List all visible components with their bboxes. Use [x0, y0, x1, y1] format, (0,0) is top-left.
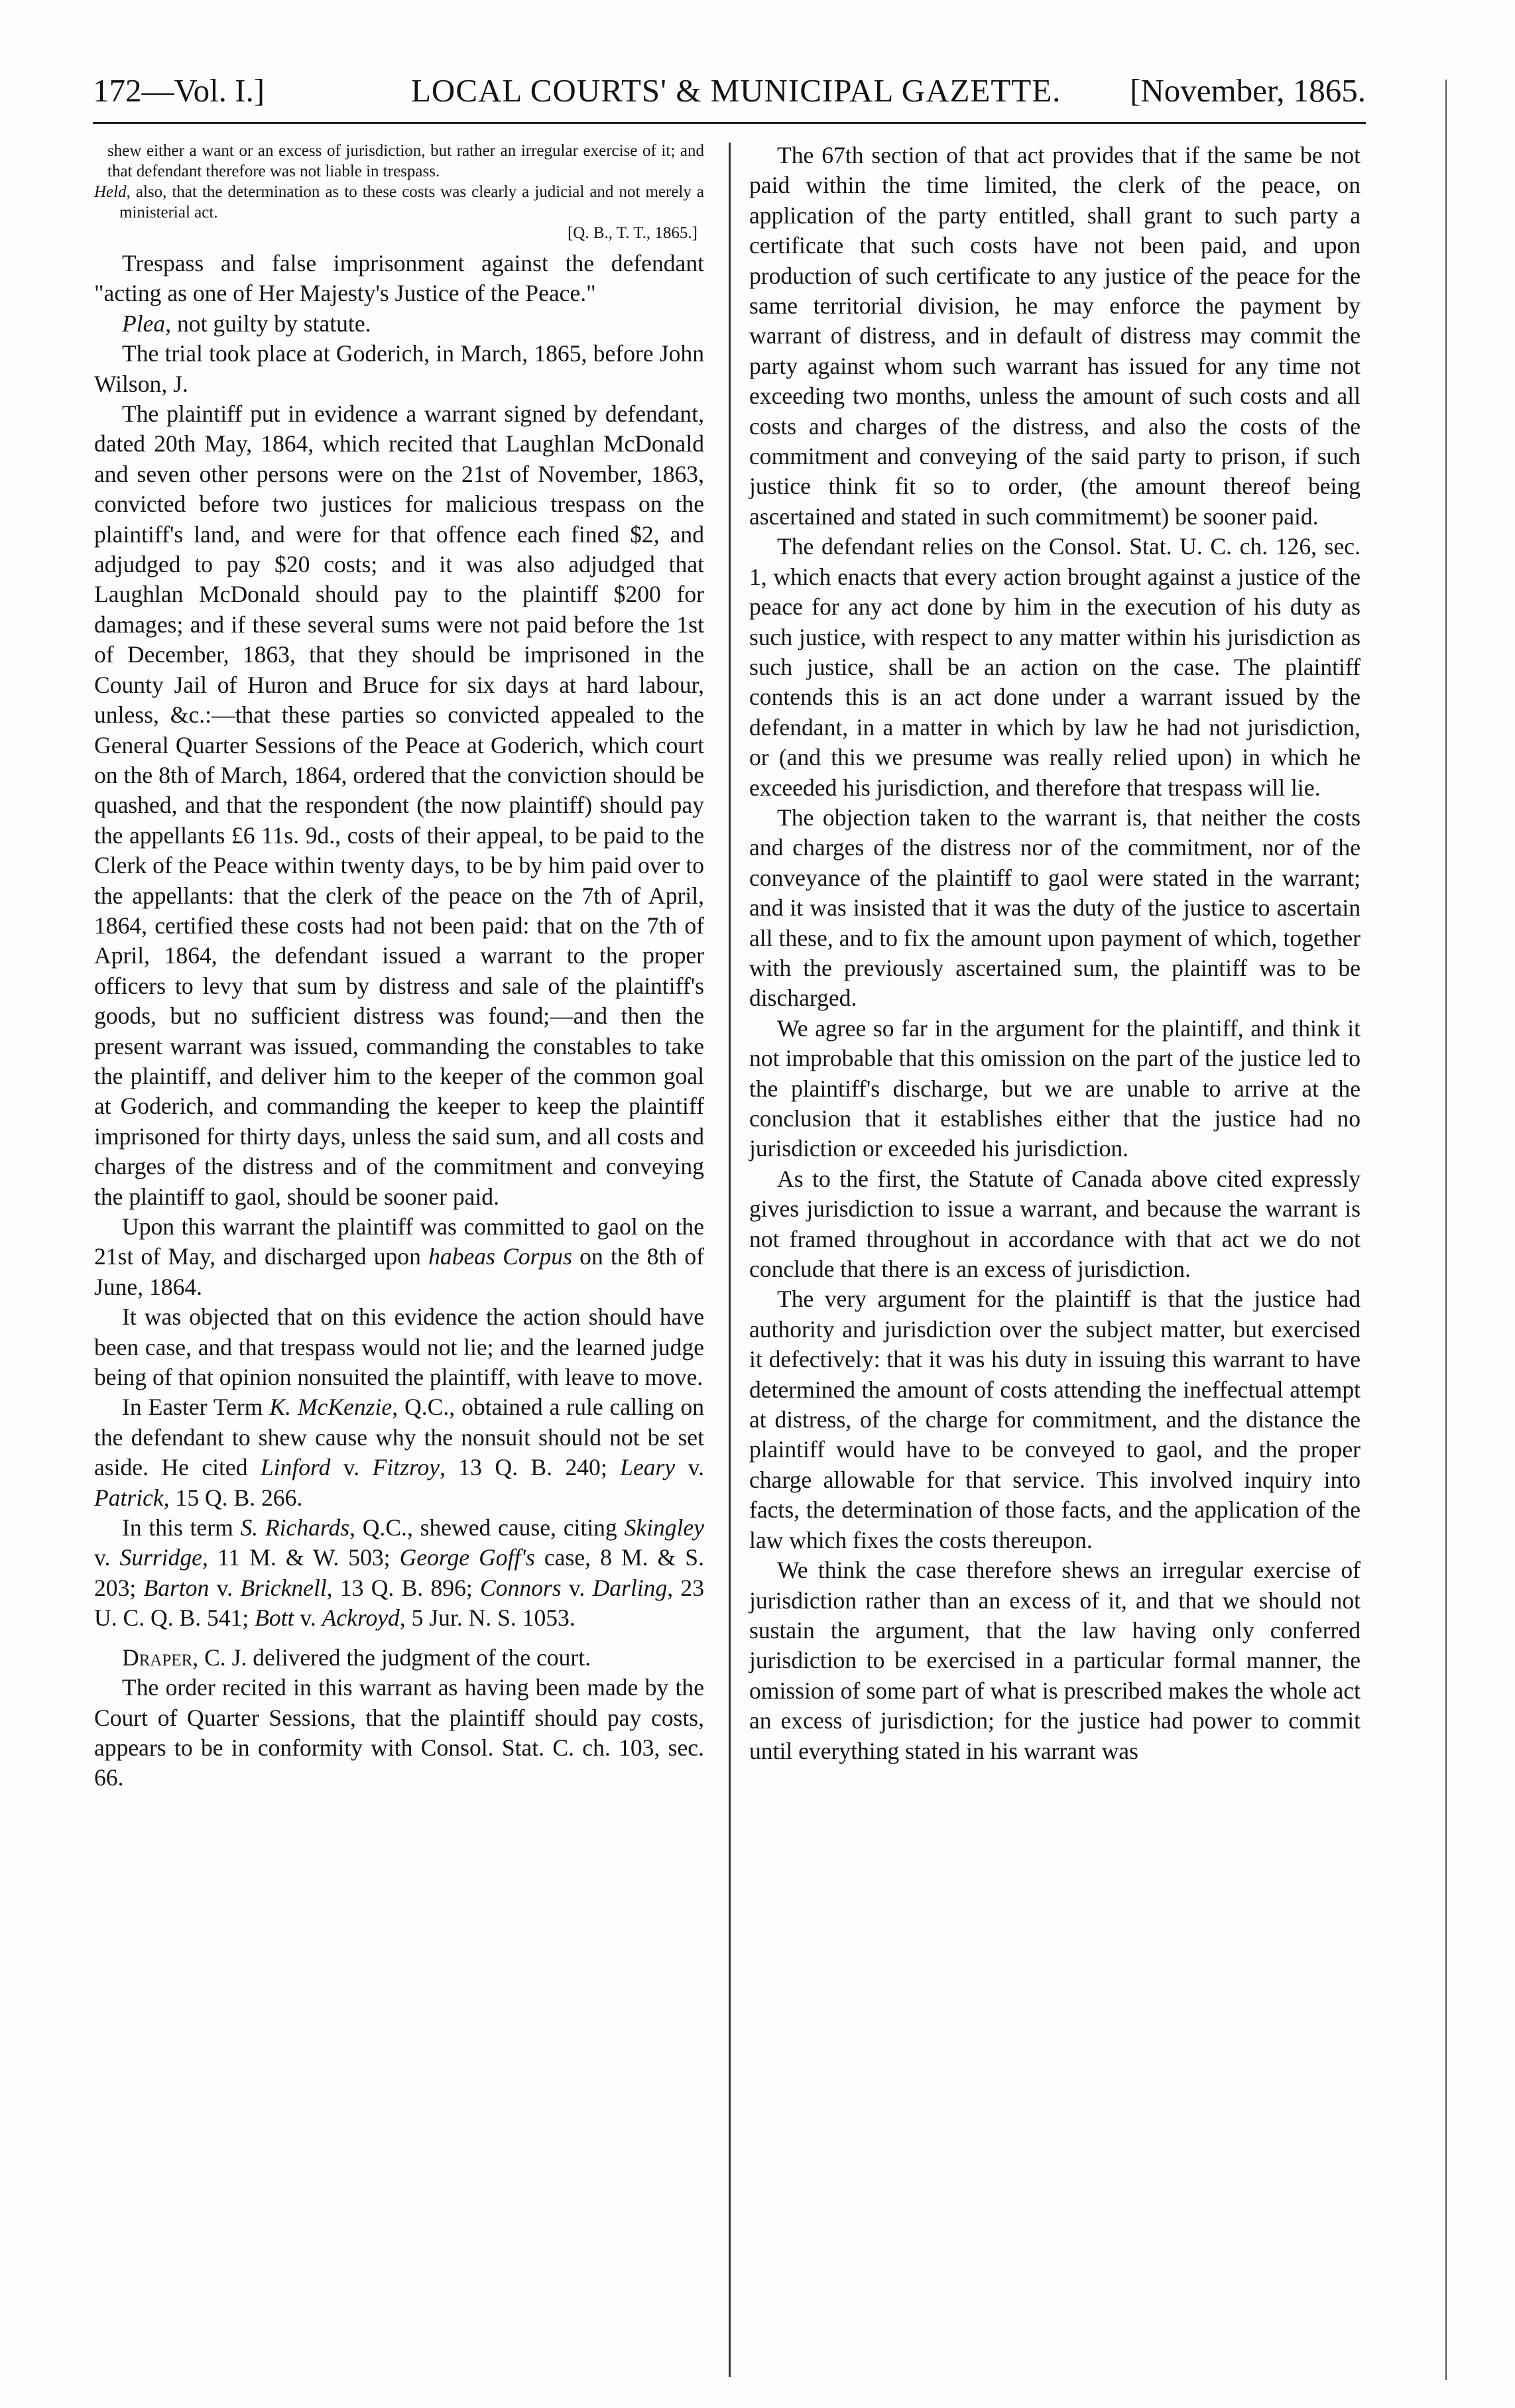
body-paragraph: We agree so far in the argument for the plaintiff, and think it not improbable that this omission on the part of the justice led to the plaintiff's discharge, but we are unable to arrive at the conclusion that it establishes either that the justice had no jurisdiction or exceeded his jurisdiction.	[749, 1014, 1361, 1162]
case-name: Darling	[592, 1574, 668, 1601]
case-name: Bott	[255, 1604, 294, 1632]
column-divider	[729, 143, 731, 2377]
plea-word: Plea	[122, 310, 166, 337]
spacer	[94, 1634, 704, 1643]
text-run: v.	[675, 1454, 704, 1481]
italic-term: habeas Corpus	[428, 1243, 572, 1270]
text-run: , 23 U. C. Q. B. 541;	[94, 1574, 704, 1632]
text-run: , C. J. delivered the judgment of the court.	[192, 1644, 591, 1671]
page-edge-line	[1445, 80, 1447, 2380]
text-run: , Q.C., obtained a rule calling on the defendant to shew cause why the nonsuit should not be set aside. He cited	[94, 1394, 704, 1481]
case-name: Surridge	[119, 1544, 202, 1571]
body-paragraph: The trial took place at Goderich, in March, 1865, before John Wilson, J.	[94, 340, 704, 397]
body-paragraph	[94, 1392, 704, 1513]
headnote-paragraph: shew either a want or an excess of jurisdiction, but rather an irregular exercise of it; and that defendant therefore was not liable in trespass.	[107, 142, 704, 180]
counsel-name: S. Richards	[240, 1514, 350, 1541]
left-column	[94, 141, 704, 1793]
case-name: Ackroyd	[322, 1604, 400, 1632]
text-run: , 5 Jur. N. S. 1053.	[399, 1604, 576, 1632]
body-paragraph	[94, 1513, 704, 1634]
body-paragraph: The plaintiff put in evidence a warrant signed by defendant, dated 20th May, 1864, which recited that Laughlan McDonald and seven other persons were on the 21st of November, 1863, convicted before two justices for malicious trespass on the plaintiff's land, and were for that offence each fined $2, and adjudged to pay $20 costs; and it was also adjudged that Laughlan McDonald should pay to the plaintiff $200 for damages; and if these several sums were not paid before the 1st of December, 1863, that they should be imprisoned in the County Jail of Huron and Bruce for six days at hard labour, unless, &c.:—that these parties so convicted appealed to the General Quarter Sessions of the Peace at Goderich, which court on the 8th of March, 1864, ordered that the conviction should be quashed, and that the respondent (the now plaintiff) should pay the appellants £6 11s. 9d., costs of their appeal, to be paid to the Clerk of the Peace within twenty days, to be by him paid over to the appellants: that the clerk of the peace on the 7th of April, 1864, certified these costs had not been paid: that on the 7th of April, 1864, the defendant issued a warrant to the proper officers to levy that sum by distress and sale of the plaintiff's goods, but no sufficient distress was found;—and then the present warrant was issued, commanding the constables to take the plaintiff, and deliver him to the keeper of the common goal at Goderich, and commanding the keeper to keep the plaintiff imprisoned for thirty days, unless the said sum, and all costs and charges of the distress and of the commitment and conveying the plaintiff to gaol, should be sooner paid.	[94, 400, 704, 1210]
text-run: In Easter Term	[122, 1394, 270, 1421]
header-rule	[93, 122, 1366, 124]
text-run: , 13 Q. B. 240;	[440, 1454, 621, 1481]
issue-date: [November, 1865.	[1130, 72, 1366, 109]
text-run: v.	[330, 1454, 373, 1481]
held-word: Held	[94, 183, 127, 201]
text-run: case, 8 M. & S. 203;	[94, 1544, 704, 1601]
case-name: Patrick	[94, 1484, 164, 1511]
held-text: , also, that the determination as to these costs was clearly a judicial and not merely a ministerial act.	[119, 183, 704, 221]
text-run: v.	[561, 1574, 593, 1601]
text-run: , Q.C., shewed cause, citing	[349, 1514, 625, 1541]
case-name: George Goff's	[399, 1544, 535, 1571]
page-volume-label: 172—Vol. I.]	[93, 72, 265, 109]
text-run: , 13 Q. B. 896;	[326, 1574, 481, 1601]
body-paragraph: The objection taken to the warrant is, that neither the costs and charges of the distress nor of the commitment, nor of the conveyance of the plaintiff to gaol were stated in the warrant; and it was insisted that it was the duty of the justice to ascertain all these, and to fix the amount upon payment of which, together with the previously ascertained sum, the plaintiff was to be discharged.	[749, 804, 1361, 1012]
text-run: Upon this warrant the plaintiff was committed to gaol on the 21st of May, and discharged upon	[94, 1213, 704, 1270]
case-name: Barton	[143, 1574, 210, 1601]
publication-title: LOCAL COURTS' & MUNICIPAL GAZETTE.	[411, 72, 1061, 109]
running-header	[93, 61, 1366, 121]
case-name: Fitzroy	[372, 1454, 440, 1481]
text-run: on the 8th of June, 1864.	[94, 1243, 704, 1300]
case-name: Linford	[260, 1454, 331, 1481]
case-name: Leary	[620, 1454, 676, 1481]
judge-name: Draper	[122, 1644, 193, 1671]
body-paragraph: The very argument for the plaintiff is that the justice had authority and jurisdiction over the subject matter, but exercised it defectively: that it was his duty in issuing this warrant to have determined the amount of costs attending the ineffectual attempt at distress, of the charge for commitment, and the distance the plaintiff would have to be conveyed to gaol, and the proper charge allowable for that service. This involved inquiry into facts, the determination of those facts, and the application of the law which fixes the costs thereupon.	[749, 1286, 1361, 1553]
body-paragraph: The defendant relies on the Consol. Stat. U. C. ch. 126, sec. 1, which enacts that every action brought against a justice of the peace for any act done by him in the execution of his duty as such justice, with respect to any matter within his jurisdiction as such justice, shall be an action on the case. The plaintiff contends this is an act done under a warrant issued by the defendant, in a matter in which by law he had not jurisdiction, or (and this we presume was really relied upon) in which he exceeded his jurisdiction, and therefore that trespass will lie.	[749, 533, 1361, 801]
text-run: , 11 M. & W. 503;	[202, 1544, 400, 1571]
text-run: v.	[294, 1604, 322, 1632]
body-paragraph: As to the first, the Statute of Canada above cited expressly gives jurisdiction to issue a warrant, and because the warrant is not framed throughout in accordance with that act we do not conclude that there is an excess of jurisdiction.	[749, 1165, 1361, 1283]
body-paragraph: We think the case therefore shews an irregular exercise of jurisdiction rather than an excess of it, and that we should not sustain the argument, that the law having only conferred jurisdiction to be exercised in a particular formal manner, the omission of some part of what is prescribed makes the whole act an excess of jurisdiction; for the justice had power to commit until everything stated in his warrant was	[749, 1557, 1361, 1764]
text-run: In this term	[122, 1514, 241, 1541]
text-run: , 15 Q. B. 266.	[163, 1484, 303, 1511]
body-paragraph: It was objected that on this evidence the action should have been case, and that trespass would not lie; and the learned judge being of that opinion nonsuited the plaintiff, with leave to move.	[94, 1303, 704, 1391]
text-run: v.	[209, 1574, 241, 1601]
body-paragraph	[94, 1212, 704, 1302]
judgment-intro	[94, 1643, 704, 1673]
text-run: v.	[94, 1544, 120, 1571]
counsel-name: K. McKenzie	[269, 1394, 393, 1421]
right-column	[749, 141, 1361, 1766]
case-name: Connors	[480, 1574, 562, 1601]
body-paragraph: Trespass and false imprisonment against the defendant "acting as one of Her Majesty's Justice of the Peace."	[94, 250, 704, 307]
headnote-held	[94, 182, 704, 223]
case-name: Skingley	[624, 1514, 704, 1541]
body-paragraph	[94, 309, 704, 339]
case-name: Bricknell	[240, 1574, 327, 1601]
body-paragraph: The 67th section of that act provides that if the same be not paid within the time limited, the clerk of the peace, on application of the party entitled, shall grant to such party a certificate that such costs have not been paid, and upon production of such certificate to any justice of the peace for the same territorial division, he may enforce the payment by warrant of distress, and in default of distress may commit the party against whom such warrant has issued for any time not exceeding two months, unless the amount of such costs and all costs and charges of the distress, and also the costs of the commitment and conveying of the said party to prison, if such justice think fit so to order, (the amount thereof being ascertained and stated in such commitmemt) be sooner paid.	[749, 142, 1361, 530]
body-paragraph: The order recited in this warrant as having been made by the Court of Quarter Sessions, that the plaintiff should pay costs, appears to be in conformity with Consol. Stat. C. ch. 103, sec. 66.	[94, 1674, 704, 1791]
headnote-citation: [Q. B., T. T., 1865.]	[567, 224, 697, 242]
plea-text: , not guilty by statute.	[165, 310, 371, 337]
